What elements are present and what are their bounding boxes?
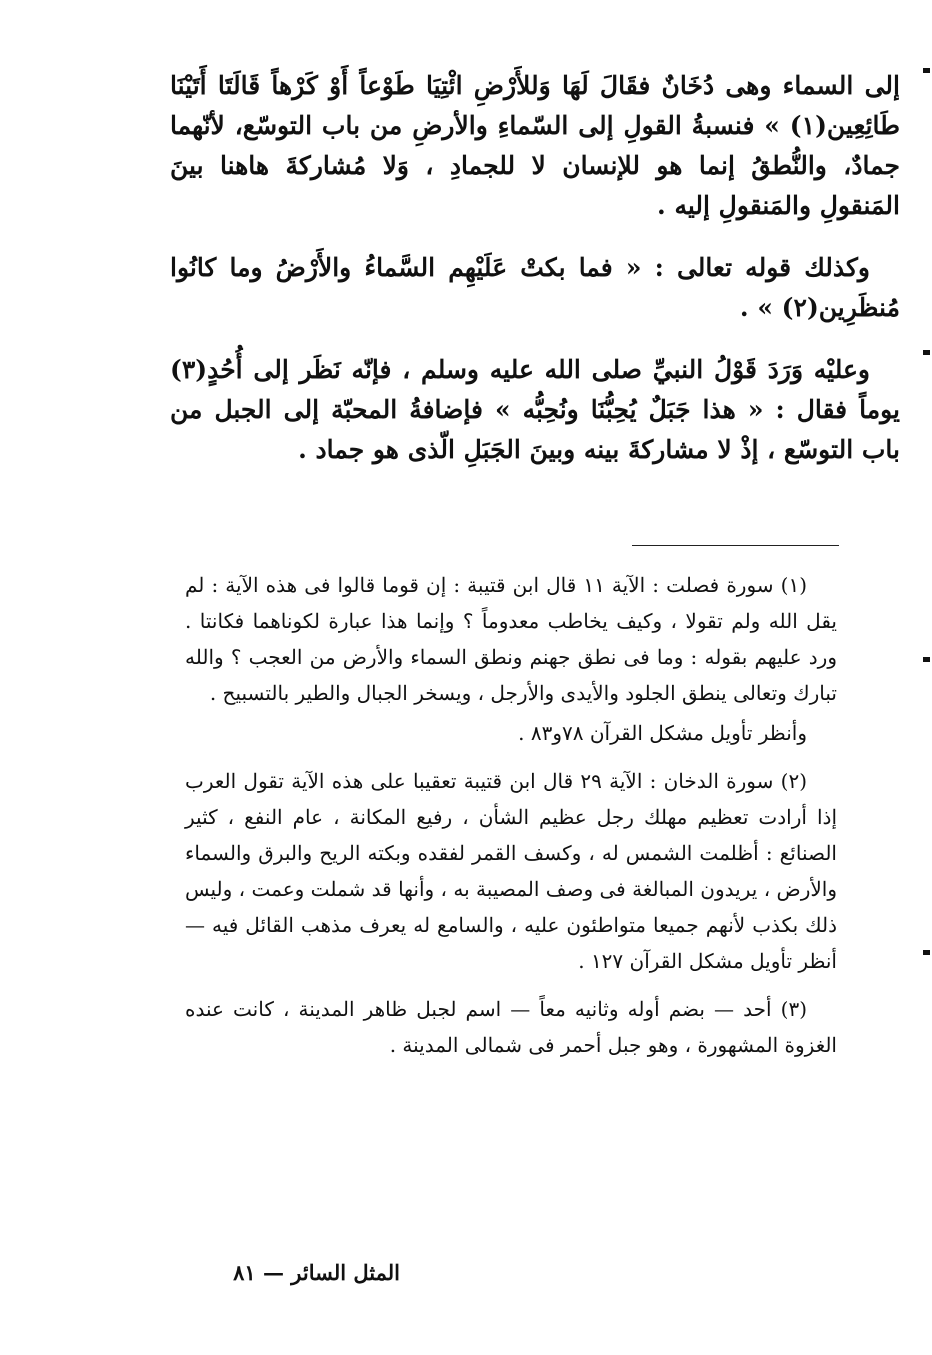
footnote-divider <box>632 545 839 546</box>
body-paragraph: وعليْه وَرَدَ قَوْلُ النبيِّ صلى الله عليه وسلم ، فإنّه نَظَر إلى أُحُدٍ(٣) يوماً فقال : « هذا جَبَلٌ يُحِبُّنَا ونُحِبُّه » فإضافةُ المحبّة إلى الجبل من باب التوسّع ، إذْ لا مشاركةَ بينه وبينَ الجَبَلِ الّذى هو جماد . <box>170 355 900 464</box>
edge-mark <box>923 657 930 662</box>
footnotes <box>185 567 837 1075</box>
footnote: (١) سورة فصلت : الآية ١١ قال ابن قتيبة : إن قوما قالوا فى هذه الآية : لم يقل الله ولم تقولا ، وكيف يخاطب معدوماً ؟ وإنما هذا عبارة لكوناهما فكانتا . ورد عليهم بقوله : وما فى نطق جهنم ونطق السماء والأرض من العجب ؟ والله تبارك وتعالى ينطق الجلود والأيدى والأرجل ، ويسخر الجبال والطير بالتسبيح . <box>185 573 837 705</box>
body-paragraph: وكذلك قوله تعالى : « فما بكتْ عَلَيْهِم السَّماءُ والأَرْضُ وما كانُوا مُنظَرِين(٢) » . <box>170 253 900 322</box>
footnote: (٢) سورة الدخان : الآية ٢٩ قال ابن قتيبة تعقيبا على هذه الآية تقول العرب إذا أرادت تعظيم مهلك رجل عظيم الشأن ، رفيع المكانة ، عام النفع ، كثير الصنائع : أظلمت الشمس له ، وكسف القمر لفقده وبكته الريح والبرق والسماء والأرض ، يريدون المبالغة فى وصف المصيبة به ، وأنها قد شملت وعمت ، وليس ذلك بكذب لأنهم جميعا متواطئون عليه ، والسامع له يعرف مذهب القائل فيه — أنظر تأويل مشكل القرآن ١٢٧ . <box>185 769 837 973</box>
body-paragraph: إلى السماء وهى دُخَانٌ فقَالَ لَهَا وَللأَرْضِ ائْتِيَا طَوْعاً أَوْ كَرْهاً قَالَتَا أَتَيْنَا طَائِعِين(١) » فنسبةُ القولِ إلى السّماءِ والأرضِ من باب التوسّع، لأنّهما جمادٌ، والنُّطقُ إنما هو للإنسان لا للجمادِ ، وَلا مُشاركةَ هاهنا بينَ المَنقولِ والمَنقولِ إليه . <box>170 71 900 220</box>
edge-mark <box>923 68 930 73</box>
edge-mark <box>923 350 930 355</box>
footnote: (٣) أحد — بضم أوله وثانيه معاً — اسم لجبل ظاهر المدينة ، كانت عنده الغزوة المشهورة ، وهو جبل أحمر فى شمالى المدينة . <box>185 997 837 1057</box>
footnote: وأنظر تأويل مشكل القرآن ٧٨و٨٣ . <box>518 721 807 745</box>
page-footer: المثل السائر — ٨١ <box>233 1260 400 1285</box>
edge-mark <box>923 950 930 955</box>
main-text <box>170 66 900 492</box>
